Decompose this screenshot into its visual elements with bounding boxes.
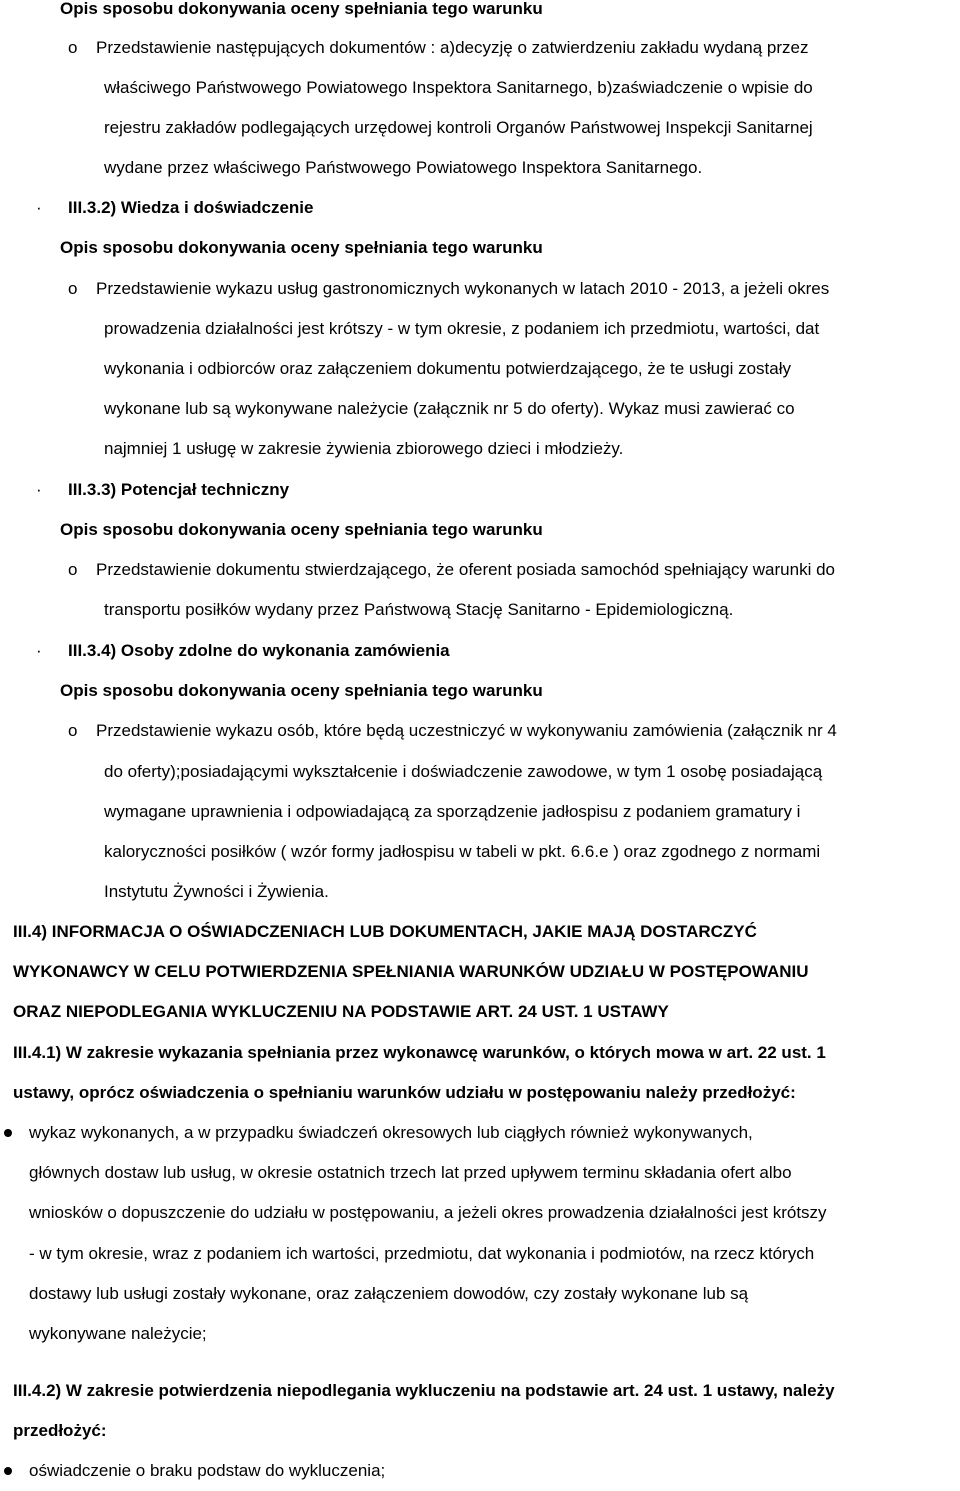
section-title-line: ustawy, oprócz oświadczenia o spełnianiu warunków udziału w postępowaniu należy przedłożyć: <box>13 1083 796 1102</box>
section-title: III.3.4) Osoby zdolne do wykonania zamówienia <box>68 641 450 660</box>
section-heading: Opis sposobu dokonywania oceny spełniania tego warunku <box>60 238 543 257</box>
paragraph-line: najmniej 1 usługę w zakresie żywienia zbiorowego dzieci i młodzieży. <box>104 439 624 458</box>
bullet-line: oświadczenie o braku podstaw do wykluczenia; <box>29 1461 386 1480</box>
section-title-line: III.4.2) W zakresie potwierdzenia niepodlegania wykluczeniu na podstawie art. 24 ust. 1 ustawy, należy <box>13 1381 835 1400</box>
list-marker: o <box>68 279 78 298</box>
paragraph-line: wykonania i odbiorców oraz załączeniem dokumentu potwierdzającego, że te usługi zostały <box>104 359 791 378</box>
paragraph-line: rejestru zakładów podlegających urzędowej kontroli Organów Państwowej Inspekcji Sanitarnej <box>104 118 813 137</box>
section-heading: Opis sposobu dokonywania oceny spełniania tego warunku <box>60 0 543 18</box>
section-heading: Opis sposobu dokonywania oceny spełniania tego warunku <box>60 681 543 700</box>
section-title-line: III.4) INFORMACJA O OŚWIADCZENIACH LUB DOKUMENTACH, JAKIE MAJĄ DOSTARCZYĆ <box>13 922 757 941</box>
bullet-line: wykonywane należycie; <box>29 1324 207 1343</box>
bullet-line: - w tym okresie, wraz z podaniem ich wartości, przedmiotu, dat wykonania i podmiotów, na rzecz których <box>29 1244 815 1263</box>
section-title <box>68 188 313 228</box>
section-title: III.3.3) Potencjał techniczny <box>68 480 290 499</box>
list-marker: o <box>68 721 78 740</box>
paragraph-line: Przedstawienie dokumentu stwierdzającego, że oferent posiada samochód spełniający warunki do <box>96 560 835 579</box>
section-title-text: III.3.2) Wiedza i doświadczenie <box>68 198 314 217</box>
list-marker: o <box>68 38 78 57</box>
section-dot: · <box>36 480 42 499</box>
section-title-line: ORAZ NIEPODLEGANIA WYKLUCZENIU NA PODSTAWIE ART. 24 UST. 1 USTAWY <box>13 1002 669 1021</box>
section-title-line: III.4.1) W zakresie wykazania spełniania przez wykonawcę warunków, o których mowa w art. 22 ust. 1 <box>13 1043 826 1062</box>
paragraph-line: wymagane uprawnienia i odpowiadającą za sporządzenie jadłospisu z podaniem gramatury i <box>104 802 801 821</box>
bullet-line: głównych dostaw lub usług, w okresie ostatnich trzech lat przed upływem terminu składania ofert albo <box>29 1163 792 1182</box>
paragraph-line: Przedstawienie następujących dokumentów : a)decyzję o zatwierdzeniu zakładu wydaną przez <box>96 38 809 57</box>
paragraph-line: wykonane lub są wykonywane należycie (załącznik nr 5 do oferty). Wykaz musi zawierać co <box>104 399 795 418</box>
paragraph-line: Przedstawienie wykazu usług gastronomicznych wykonanych w latach 2010 - 2013, a jeżeli okres <box>96 279 830 298</box>
paragraph-line: do oferty);posiadającymi wykształcenie i doświadczenie zawodowe, w tym 1 osobę posiadającą <box>104 762 823 781</box>
section-heading: Opis sposobu dokonywania oceny spełniania tego warunku <box>60 520 543 539</box>
bullet-line: wykaz wykonanych, a w przypadku świadczeń okresowych lub ciągłych również wykonywanych, <box>29 1123 753 1142</box>
section-dot: · <box>36 641 42 660</box>
section-title-line: przedłożyć: <box>13 1421 107 1440</box>
section-dot: · <box>36 198 42 217</box>
section-title-line: WYKONAWCY W CELU POTWIERDZENIA SPEŁNIANIA WARUNKÓW UDZIAŁU W POSTĘPOWANIU <box>13 962 809 981</box>
bullet-line: dostawy lub usługi zostały wykonane, oraz załączeniem dowodów, czy zostały wykonane lub są <box>29 1284 749 1303</box>
paragraph-line: prowadzenia działalności jest krótszy - w tym okresie, z podaniem ich przedmiotu, wartości, dat <box>104 319 820 338</box>
bullet-line: wniosków o dopuszczenie do udziału w postępowaniu, a jeżeli okres prowadzenia działalności jest krótszy <box>29 1203 827 1222</box>
bullet-icon <box>4 1129 12 1137</box>
paragraph-line: transportu posiłków wydany przez Państwową Stację Sanitarno - Epidemiologiczną. <box>104 600 734 619</box>
paragraph-line: Instytutu Żywności i Żywienia. <box>104 882 329 901</box>
list-marker: o <box>68 560 78 579</box>
paragraph-line: właściwego Państwowego Powiatowego Inspektora Sanitarnego, b)zaświadczenie o wpisie do <box>104 78 813 97</box>
paragraph-line: wydane przez właściwego Państwowego Powiatowego Inspektora Sanitarnego. <box>104 158 703 177</box>
paragraph-line: kaloryczności posiłków ( wzór formy jadłospisu w tabeli w pkt. 6.6.e ) oraz zgodnego z normami <box>104 842 821 861</box>
paragraph-line: Przedstawienie wykazu osób, które będą uczestniczyć w wykonywaniu zamówienia (załącznik nr 4 <box>96 721 837 740</box>
bullet-icon <box>4 1467 12 1475</box>
